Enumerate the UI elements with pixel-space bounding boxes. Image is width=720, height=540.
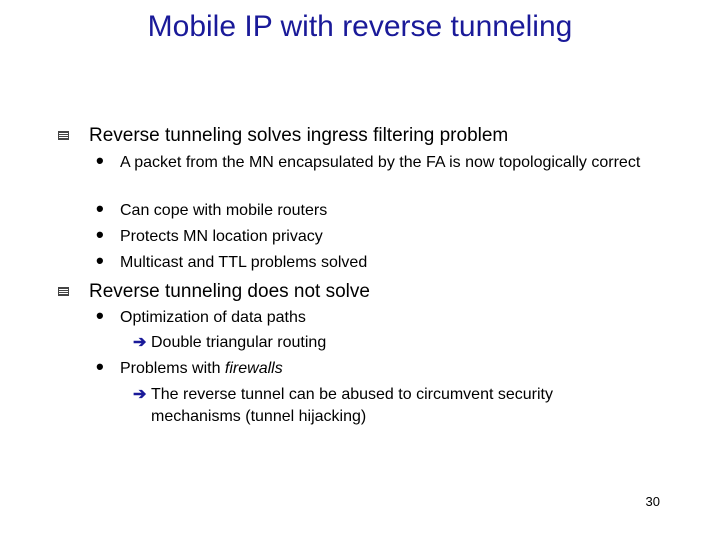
bullet-text: Reverse tunneling does not solve [89, 281, 370, 302]
sub-bullet-text: Can cope with mobile routers [120, 202, 328, 219]
sub-bullet-text [104, 358, 664, 380]
dot-bullet-icon: • [96, 196, 104, 221]
sub-bullet-prefix: Problems with [120, 360, 225, 377]
dot-bullet-icon: • [96, 148, 104, 173]
dot-bullet-icon: • [96, 248, 104, 273]
sub-bullet-text: Optimization of data paths [120, 309, 306, 326]
sub-bullet-multicast-ttl [96, 248, 664, 274]
page-number: 30 [645, 494, 660, 509]
square-bullet-icon [58, 131, 69, 140]
sub-sub-bullet-text: Double triangular routing [151, 334, 327, 351]
sub-bullet-location-privacy [96, 222, 664, 248]
sub-bullet-text: Multicast and TTL problems solved [120, 254, 368, 271]
arrow-right-icon: ➔ [133, 386, 147, 403]
sub-bullet-text: Protects MN location privacy [120, 228, 323, 245]
sub-sub-bullet-text: The reverse tunnel can be abused to circumvent security mechanisms (tunnel hijacking) [151, 386, 553, 425]
sub-sub-bullet-tunnel-hijacking [133, 384, 633, 428]
dot-bullet-icon: • [96, 303, 104, 328]
dot-bullet-icon: • [96, 222, 104, 247]
sub-bullet-packet-encapsulated [96, 148, 664, 174]
bullet-text: Reverse tunneling solves ingress filtering problem [89, 125, 509, 146]
sub-bullet-optimization-data-paths [96, 303, 664, 329]
sub-sub-bullet-double-triangular [133, 332, 633, 354]
sub-bullet-mobile-routers [96, 196, 664, 222]
slide-title: Mobile IP with reverse tunneling [147, 10, 573, 43]
dot-bullet-icon: • [96, 354, 104, 379]
sub-bullet-firewalls [96, 354, 664, 380]
square-bullet-icon [58, 287, 69, 296]
sub-bullet-text: A packet from the MN encapsulated by the FA is now topologically correct [120, 154, 641, 171]
arrow-right-icon: ➔ [133, 334, 147, 351]
sub-bullet-emphasis: firewalls [224, 360, 283, 377]
